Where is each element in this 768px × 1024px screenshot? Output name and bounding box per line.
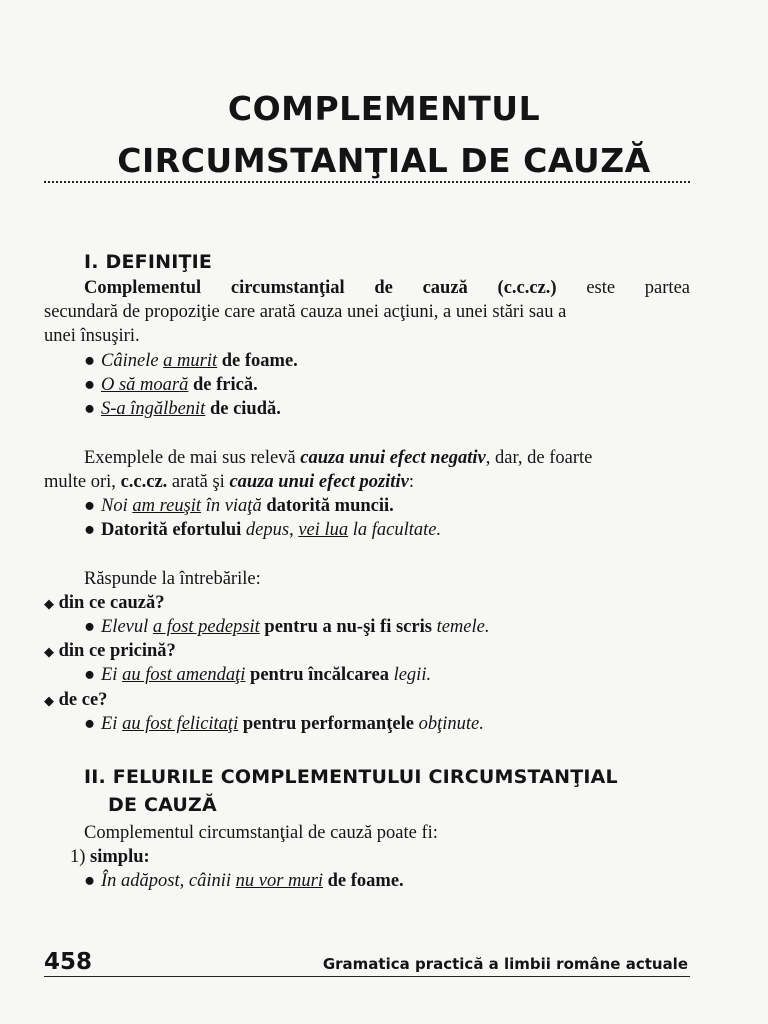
example-complement: datorită muncii. [266, 496, 394, 516]
question-text: de ce? [58, 690, 108, 710]
bullet-icon: ● [84, 665, 96, 685]
example-complement: pentru a nu-şi fi scris [259, 617, 432, 637]
example-item [84, 373, 258, 397]
punctuation: , [289, 520, 299, 540]
paragraph-text: multe ori, [44, 472, 121, 492]
bullet-icon: ● [84, 520, 96, 540]
example-predicate: a fost pedepsit [152, 617, 260, 637]
bullet-icon: ● [84, 375, 96, 395]
bullet-icon: ● [84, 714, 96, 734]
section-heading-definitie: I. DEFINIŢIE [84, 251, 213, 273]
example-complement-italic: În adăpost [101, 871, 180, 891]
list-item-simplu [70, 845, 150, 869]
example-complement: de ciudă. [205, 399, 281, 419]
definition-line-1 [84, 276, 690, 300]
example-predicate: a murit [163, 351, 218, 371]
example-predicate: S-a îngălbenit [101, 399, 206, 419]
example-item [84, 397, 281, 421]
bullet-icon: ● [84, 617, 96, 637]
question-text: din ce pricină? [58, 641, 176, 661]
example-item [84, 494, 394, 518]
example-complement: de foame. [217, 351, 298, 371]
paragraph-text: arată şi [167, 472, 230, 492]
abbreviation-text: c.c.cz. [120, 472, 168, 492]
example-item [84, 518, 441, 542]
definition-term: Complementul circumstanţial de cauză (c.c.cz.) [84, 278, 557, 298]
example-predicate: nu vor muri [235, 871, 324, 891]
example-text: , câinii [179, 871, 236, 891]
example-complement: pentru încălcarea [245, 665, 389, 685]
definition-text: este partea [586, 278, 690, 298]
example-item [84, 615, 489, 639]
page-title-line2: CIRCUMSTANŢIAL DE CAUZĂ [117, 141, 651, 180]
paragraph-line [84, 446, 592, 470]
example-item [84, 869, 404, 893]
diamond-icon: ◆ [44, 596, 54, 611]
example-item [84, 712, 484, 736]
emphasis-text: cauza unui efect pozitiv [229, 472, 409, 492]
example-text: Noi [101, 496, 133, 516]
paragraph-text: Exemplele de mai sus relevă [84, 448, 301, 468]
running-footer-title: Gramatica practică a limbii române actuale [322, 955, 688, 973]
example-predicate: O să moară [101, 375, 189, 395]
page-title-line1: COMPLEMENTUL [227, 89, 541, 128]
diamond-icon: ◆ [44, 693, 54, 708]
example-item [84, 349, 298, 373]
example-text: Ei [101, 665, 123, 685]
example-text: depus [241, 520, 290, 540]
example-text: legii. [388, 665, 432, 685]
paragraph-line [44, 470, 414, 494]
example-text: în viaţă [201, 496, 267, 516]
example-text: obţinute. [413, 714, 484, 734]
footer-rule [44, 976, 690, 977]
bullet-icon: ● [84, 399, 96, 419]
example-complement: Datorită efortului [101, 520, 242, 540]
question-item [44, 688, 107, 713]
bullet-icon: ● [84, 351, 96, 371]
example-item [84, 663, 431, 687]
question-item [44, 591, 164, 616]
example-predicate: au fost amendaţi [122, 665, 246, 685]
example-complement: de frică. [188, 375, 258, 395]
example-complement: de foame. [323, 871, 404, 891]
page-number: 458 [44, 949, 93, 975]
bullet-icon: ● [84, 871, 96, 891]
example-predicate: am reuşit [132, 496, 202, 516]
section2-intro: Complementul circumstanţial de cauză poate fi: [84, 823, 438, 843]
example-text: temele. [431, 617, 490, 637]
paragraph-text: : [408, 472, 414, 492]
example-predicate: vei lua [298, 520, 349, 540]
example-text: Elevul [101, 617, 153, 637]
example-predicate: au fost felicitaţi [122, 714, 239, 734]
definition-line-2: secundară de propoziţie care arată cauza unei acţiuni, a unei stări sau a [44, 302, 567, 322]
title-dotted-rule [44, 181, 690, 183]
question-item [44, 639, 176, 664]
paragraph-text: , dar, de foarte [485, 448, 593, 468]
definition-line-3: unei însuşiri. [44, 326, 140, 346]
example-text: Ei [101, 714, 123, 734]
list-label: simplu: [90, 847, 150, 867]
example-text: la facultate. [348, 520, 442, 540]
diamond-icon: ◆ [44, 644, 54, 659]
example-text: Câinele [101, 351, 164, 371]
emphasis-text: cauza unui efect negativ [300, 448, 486, 468]
questions-intro: Răspunde la întrebările: [84, 569, 261, 589]
section-heading-felurile-line2: DE CAUZĂ [108, 794, 217, 816]
section-heading-felurile: II. FELURILE COMPLEMENTULUI CIRCUMSTANŢIAL [84, 766, 618, 788]
question-text: din ce cauză? [58, 593, 165, 613]
example-complement: pentru performanţele [238, 714, 414, 734]
bullet-icon: ● [84, 496, 96, 516]
list-number: 1) [70, 847, 91, 867]
